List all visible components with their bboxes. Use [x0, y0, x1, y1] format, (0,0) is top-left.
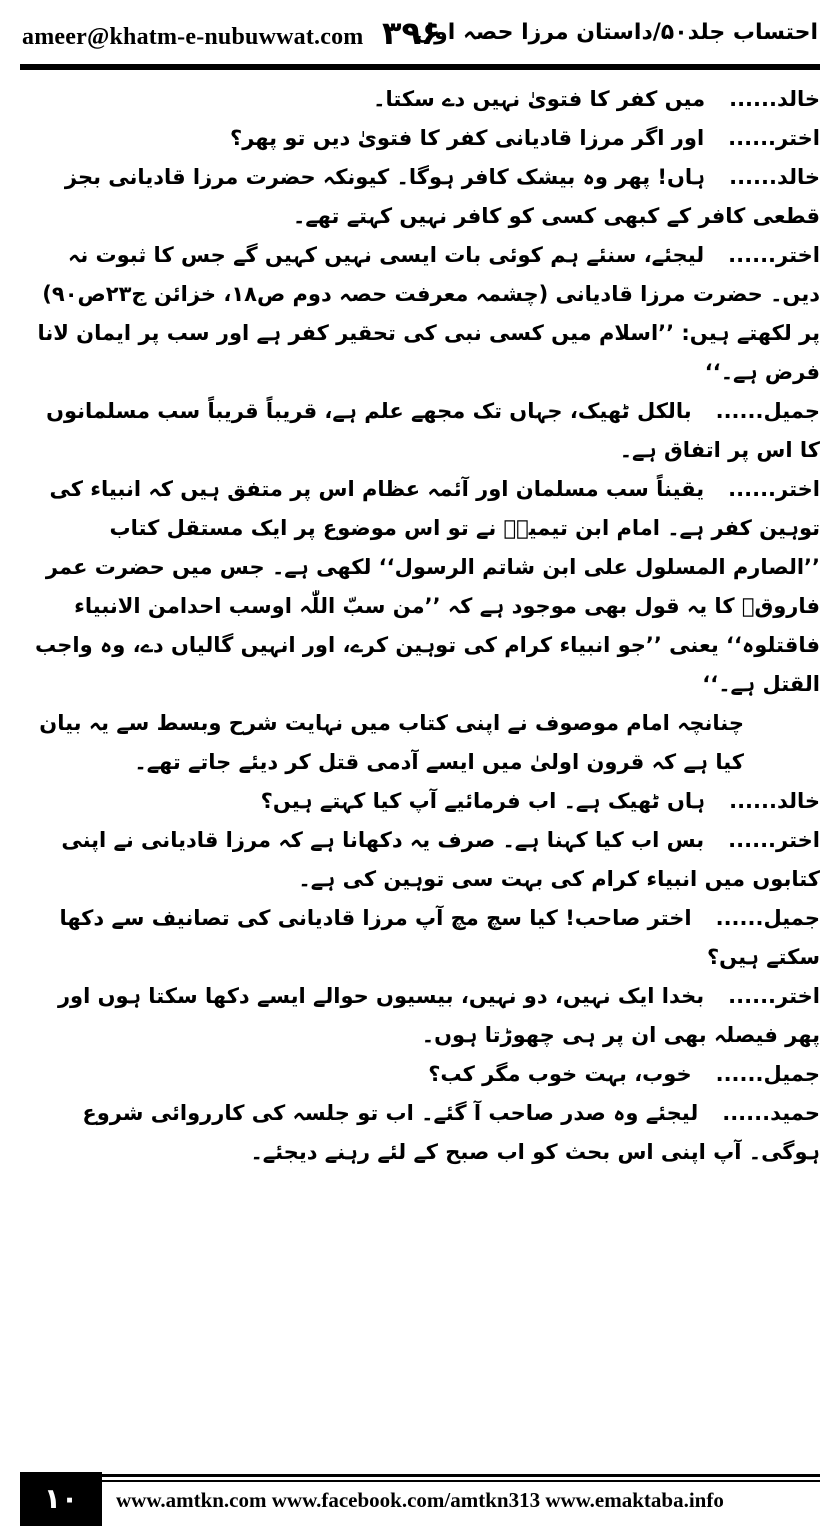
dialogue-entry [20, 782, 820, 821]
dialogue-text: بخدا ایک نہیں، دو نہیں، بیسیوں حوالے ایسے دکھا سکتا ہوں اور پھر فیصلہ بھی ان پر ہی چھوڑتا ہوں۔ [57, 984, 820, 1047]
dialogue-text: میں کفر کا فتویٰ نہیں دے سکتا۔ [373, 87, 706, 111]
dialogue-text: لیجئے، سنئے ہم کوئی بات ایسی نہیں کہیں گے جس کا ثبوت نہ دیں۔ حضرت مرزا قادیانی (چشمہ معرفت حصہ دوم ص۱۸، خزائن ج۲۳ص۹۰) پر لکھتے ہیں: ’’اسلام میں کسی نبی کی تحقیر کفر ہے اور سب پر ایمان لانا فرض ہے۔‘‘ [37, 243, 820, 384]
footer-page-box: ۱۰ [20, 1472, 102, 1526]
dialogue-text: یقیناً سب مسلمان اور آئمہ عظام اس پر متفق ہیں کہ انبیاء کی توہین کفر ہے۔ امام ابن تیمیہؒ نے تو اس موضوع پر ایک مستقل کتاب ’’الصارم المسلول علی ابن شاتم الرسول‘‘ لکھی ہے۔ جس میں حضرت عمر فاروقؓ کا یہ قول بھی موجود ہے کہ ’’من سبّ اللّٰہ اوسب احدامن الانبیاء فاقتلوہ‘‘ یعنی ’’جو انبیاء کرام کی توہین کرے، اور انہیں گالیاں دے، وہ واجب القتل ہے۔‘‘ [35, 477, 820, 696]
footer-urls: www.amtkn.com www.facebook.com/amtkn313 www.emaktaba.info [116, 1488, 724, 1512]
speaker-label: اختر...... [728, 126, 820, 150]
dialogue-entry [20, 80, 820, 119]
dialogue-entry [20, 821, 820, 899]
speaker-label: اختر...... [728, 828, 820, 852]
footer-rule-thin [102, 1480, 820, 1482]
dialogue-entry [20, 977, 820, 1055]
speaker-label: خالد...... [729, 165, 820, 189]
page-number: ۳۹۶ [382, 14, 441, 52]
dialogue-text: ہاں! پھر وہ بیشک کافر ہوگا۔ کیونکہ حضرت مرزا قادیانی بجز قطعی کافر کے کبھی کسی کو کافر نہیں کہتے تھے۔ [64, 165, 820, 228]
dialogue-entry [20, 1094, 820, 1172]
dialogue-entry [20, 158, 820, 236]
speaker-label: اختر...... [728, 243, 820, 267]
speaker-label: جمیل...... [715, 399, 820, 423]
dialogue-text: ہاں ٹھیک ہے۔ اب فرمائیے آپ کیا کہتے ہیں؟ [260, 789, 706, 813]
page-body [20, 80, 820, 1458]
dialogue-text: بالکل ٹھیک، جہاں تک مجھے علم ہے، قریباً قریباً سب مسلمانوں کا اس پر اتفاق ہے۔ [46, 399, 820, 462]
speaker-label: حمید...... [722, 1101, 820, 1125]
speaker-label: خالد...... [729, 87, 820, 111]
dialogue-text: اختر صاحب! کیا سچ مچ آپ مرزا قادیانی کی تصانیف سے دکھا سکتے ہیں؟ [59, 906, 820, 969]
dialogue-entry [20, 470, 820, 704]
speaker-label: خالد...... [729, 789, 820, 813]
header-rule [20, 64, 820, 70]
narration-paragraph [20, 704, 820, 782]
dialogue-text: خوب، بہت خوب مگر کب؟ [428, 1062, 692, 1086]
speaker-label: اختر...... [728, 477, 820, 501]
footer-rule [102, 1474, 820, 1477]
dialogue-text: چنانچہ امام موصوف نے اپنی کتاب میں نہایت شرح وبسط سے یہ بیان کیا ہے کہ قرون اولیٰ میں ایسے آدمی قتل کر دیئے جاتے تھے۔ [39, 711, 744, 774]
book-title: احتساب جلد۵۰/داستان مرزا حصہ اول [415, 20, 818, 45]
page-header [0, 0, 840, 66]
speaker-label: جمیل...... [715, 906, 820, 930]
dialogue-entry [20, 1055, 820, 1094]
dialogue-entry [20, 899, 820, 977]
page-footer [0, 1458, 840, 1540]
dialogue-text: لیجئے وہ صدر صاحب آ گئے۔ اب تو جلسہ کی کارروائی شروع ہوگی۔ آپ اپنی اس بحث کو اب صبح کے لئے رہنے دیجئے۔ [82, 1101, 820, 1164]
speaker-label: اختر...... [728, 984, 820, 1008]
dialogue-entry [20, 119, 820, 158]
dialogue-text: اور اگر مرزا قادیانی کفر کا فتویٰ دیں تو پھر؟ [230, 126, 705, 150]
dialogue-text: بس اب کیا کہنا ہے۔ صرف یہ دکھانا ہے کہ مرزا قادیانی نے اپنی کتابوں میں انبیاء کرام کی بہت سی توہین کی ہے۔ [61, 828, 820, 891]
header-email: ameer@khatm-e-nubuwwat.com [22, 24, 364, 50]
dialogue-entry [20, 236, 820, 392]
dialogue-entry [20, 392, 820, 470]
speaker-label: جمیل...... [715, 1062, 820, 1086]
